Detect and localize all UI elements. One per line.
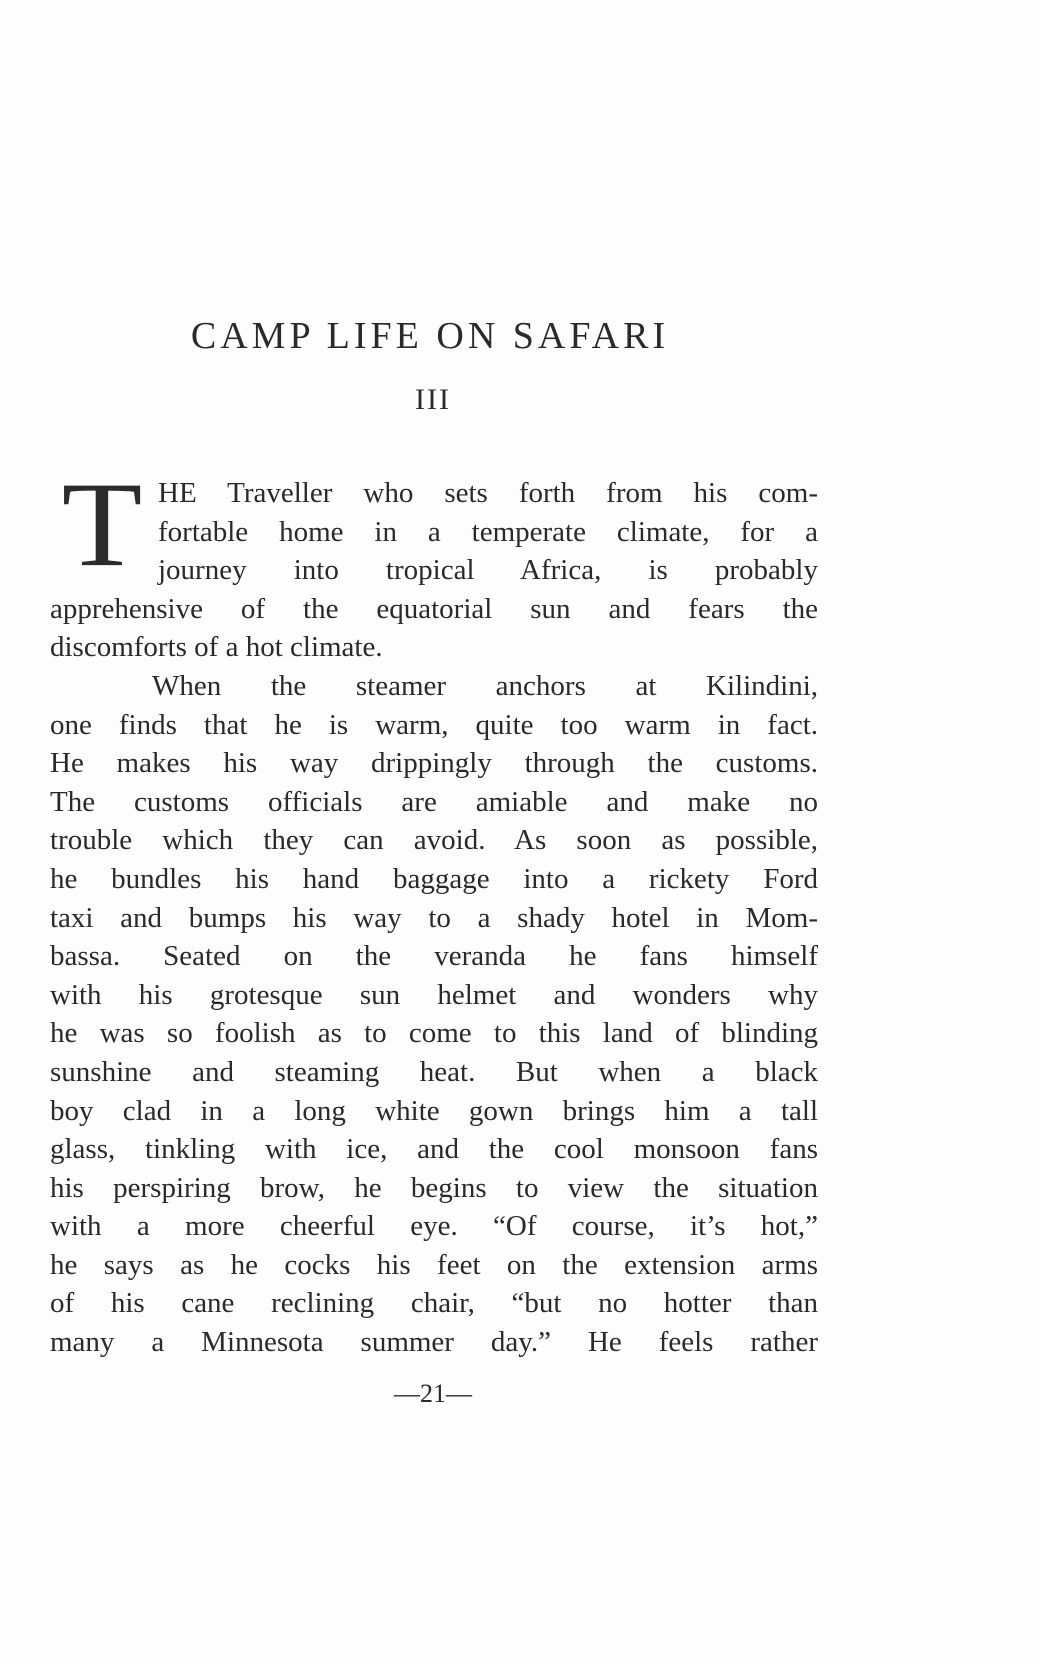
text-line: he bundles his hand baggage into a rickety Ford (50, 862, 818, 895)
text-line: journey into tropical Africa, is probably (158, 554, 818, 587)
text-line: apprehensive of the equatorial sun and fears the (50, 592, 818, 625)
text-line: fortable home in a temperate climate, for a (158, 515, 818, 548)
body-text (50, 456, 818, 1362)
text-line: of his cane reclining chair, “but no hotter than (50, 1287, 818, 1320)
text-line: He makes his way drippingly through the customs. (50, 747, 818, 780)
text-line: taxi and bumps his way to a shady hotel in Mom- (50, 901, 818, 934)
text-line: discomforts of a hot climate. (50, 631, 383, 664)
text-line: he says as he cocks his feet on the extension arms (50, 1248, 818, 1281)
text-line: The customs officials are amiable and make no (50, 785, 818, 818)
text-line: trouble which they can avoid. As soon as possible, (50, 824, 818, 857)
text-line: one finds that he is warm, quite too warm in fact. (50, 708, 818, 741)
chapter-title: CAMP LIFE ON SAFARI (190, 315, 670, 357)
text-line: he was so foolish as to come to this land of blinding (50, 1017, 818, 1050)
text-line: sunshine and steaming heat. But when a black (50, 1055, 818, 1088)
text-line: glass, tinkling with ice, and the cool monsoon fans (50, 1133, 818, 1166)
text-line: with a more cheerful eye. “Of course, it’s hot,” (50, 1210, 818, 1243)
page-number: —21— (394, 1379, 472, 1408)
chapter-number: III (415, 383, 451, 416)
text-line: with his grotesque sun helmet and wonders why (50, 978, 818, 1011)
text-line: boy clad in a long white gown brings him a tall (50, 1094, 818, 1127)
text-line: his perspiring brow, he begins to view the situation (50, 1171, 818, 1204)
text-line: many a Minnesota summer day.” He feels rather (50, 1326, 818, 1359)
text-line: bassa. Seated on the veranda he fans himself (50, 940, 818, 973)
text-line: HE Traveller who sets forth from his com- (158, 477, 818, 509)
drop-cap-letter: T (61, 456, 143, 592)
text-line: When the steamer anchors at Kilindini, (152, 669, 818, 702)
